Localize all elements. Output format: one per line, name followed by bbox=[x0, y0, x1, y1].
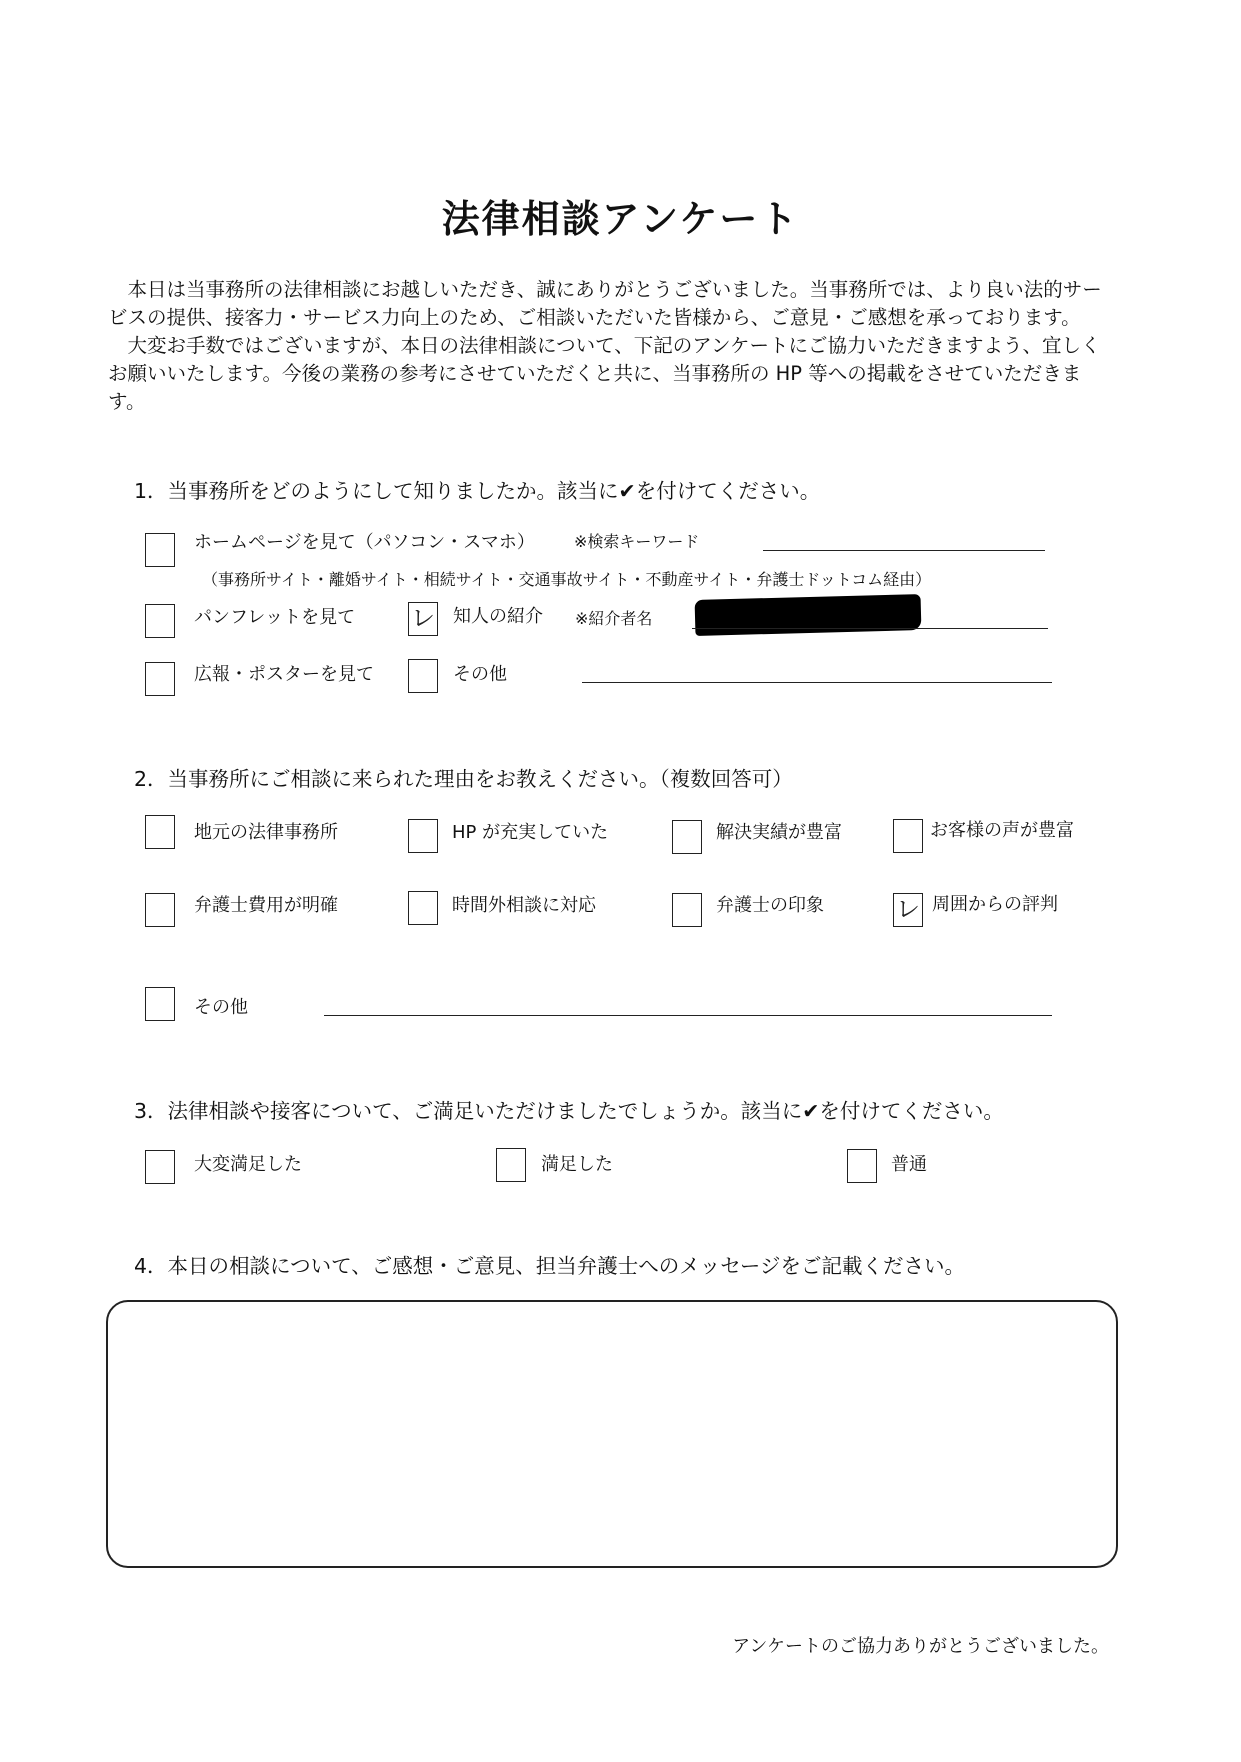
reputation-label: 周囲からの評判 bbox=[932, 894, 1058, 915]
poster-label: 広報・ポスターを見て bbox=[194, 664, 374, 685]
comment-box[interactable] bbox=[106, 1300, 1118, 1568]
homepage-label: ホームページを見て（パソコン・スマホ） bbox=[194, 532, 535, 553]
very-satisfied-label: 大変満足した bbox=[194, 1154, 302, 1175]
redacted-referrer-name bbox=[695, 594, 922, 636]
referrer-name-field[interactable] bbox=[692, 628, 1048, 629]
footer-thanks: アンケートのご協力ありがとうございました。 bbox=[732, 1636, 1109, 1657]
question-2-heading: 2．当事務所にご相談に来られた理由をお教えください。（複数回答可） bbox=[134, 767, 793, 791]
question-3-heading: 3．法律相談や接客について、ご満足いただけましたでしょうか。該当に✔を付けてください。 bbox=[134, 1099, 1004, 1123]
q1-other-checkbox[interactable] bbox=[408, 659, 438, 693]
acquaintance-check-mark: レ bbox=[411, 604, 435, 632]
homepage-checkbox[interactable] bbox=[145, 533, 175, 567]
satisfied-label: 満足した bbox=[541, 1154, 613, 1175]
intro-paragraph-1: 本日は当事務所の法律相談にお越しいただき、誠にありがとうございました。当事務所では、より良い法的サービスの提供、接客力・サービス力向上のため、ご相談いただいた皆様から、ご意見・ご感想を承っております。 bbox=[108, 278, 1102, 329]
pamphlet-checkbox[interactable] bbox=[145, 604, 175, 638]
sites-note: （事務所サイト・離婚サイト・相続サイト・交通事故サイト・不動産サイト・弁護士ドットコム経由） bbox=[202, 570, 932, 589]
normal-checkbox[interactable] bbox=[847, 1149, 877, 1183]
clear-fees-checkbox[interactable] bbox=[145, 893, 175, 927]
question-4-heading: 4．本日の相談について、ご感想・ご意見、担当弁護士へのメッセージをご記載ください。 bbox=[134, 1254, 965, 1278]
customer-voice-checkbox[interactable] bbox=[893, 819, 923, 853]
acquaintance-label: 知人の紹介 bbox=[453, 606, 543, 627]
referrer-note: ※紹介者名 bbox=[575, 609, 653, 628]
intro-text bbox=[108, 276, 1118, 416]
question-1-heading: 1．当事務所をどのようにして知りましたか。該当に✔を付けてください。 bbox=[134, 479, 821, 503]
q1-other-label: その他 bbox=[453, 664, 507, 685]
page-title: 法律相談アンケート bbox=[441, 197, 800, 241]
lawyer-impression-label: 弁護士の印象 bbox=[716, 895, 824, 916]
poster-checkbox[interactable] bbox=[145, 662, 175, 696]
q2-other-field[interactable] bbox=[324, 1015, 1052, 1016]
q1-other-field[interactable] bbox=[582, 682, 1052, 683]
q2-other-label: その他 bbox=[194, 997, 248, 1018]
normal-label: 普通 bbox=[891, 1154, 927, 1175]
track-record-label: 解決実績が豊富 bbox=[716, 822, 842, 843]
after-hours-checkbox[interactable] bbox=[408, 891, 438, 925]
hp-label: HP が充実していた bbox=[452, 822, 609, 843]
satisfied-checkbox[interactable] bbox=[496, 1148, 526, 1182]
after-hours-label: 時間外相談に対応 bbox=[452, 895, 596, 916]
keyword-field[interactable] bbox=[763, 550, 1045, 551]
lawyer-impression-checkbox[interactable] bbox=[672, 893, 702, 927]
clear-fees-label: 弁護士費用が明確 bbox=[194, 895, 338, 916]
hp-checkbox[interactable] bbox=[408, 819, 438, 853]
pamphlet-label: パンフレットを見て bbox=[194, 607, 356, 628]
q2-other-checkbox[interactable] bbox=[145, 987, 175, 1021]
track-record-checkbox[interactable] bbox=[672, 820, 702, 854]
very-satisfied-checkbox[interactable] bbox=[145, 1150, 175, 1184]
local-firm-label: 地元の法律事務所 bbox=[194, 822, 338, 843]
acquaintance-checkbox[interactable] bbox=[408, 602, 438, 636]
local-firm-checkbox[interactable] bbox=[145, 815, 175, 849]
reputation-checkbox[interactable] bbox=[893, 893, 923, 927]
reputation-check-mark: レ bbox=[896, 895, 920, 923]
keyword-note: ※検索キーワード bbox=[574, 532, 700, 551]
customer-voice-label: お客様の声が豊富 bbox=[930, 820, 1074, 841]
intro-paragraph-2: 大変お手数ではございますが、本日の法律相談について、下記のアンケートにご協力いただきますよう、宜しくお願いいたします。今後の業務の参考にさせていただくと共に、当事務所の HP 等への掲載をさせていただきます。 bbox=[108, 334, 1101, 413]
